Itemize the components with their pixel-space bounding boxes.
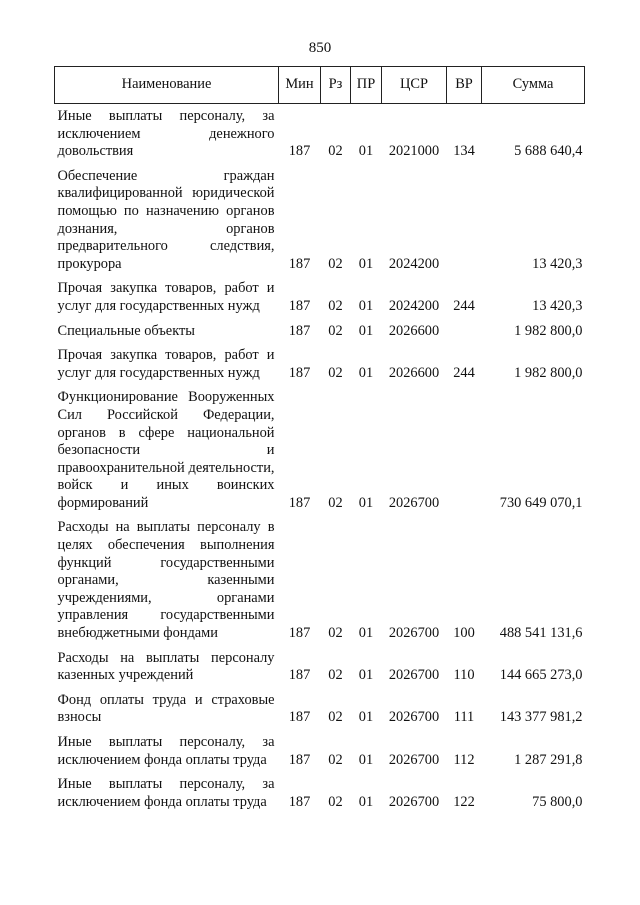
row-rz: 02	[328, 255, 343, 272]
row-min: 187	[288, 625, 311, 642]
row-csr: 2026700	[388, 494, 440, 511]
row-csr: 2026700	[388, 793, 440, 810]
row-pr: 01	[358, 625, 374, 642]
row-csr: 2024200	[388, 255, 440, 272]
row-sum: 75 800,0	[532, 793, 583, 810]
row-min: 187	[288, 364, 311, 381]
row-sum: 1 287 291,8	[514, 751, 583, 768]
table-row	[55, 104, 585, 165]
row-vr	[447, 386, 482, 516]
row-name: Расходы на выплаты персоналу в целях обеспечения выполнения функций государственными органами, казенными учреждениями, органами управления государственными внебюджетными фондами	[57, 519, 275, 642]
column-header-name: Наименование	[55, 67, 279, 104]
row-vr: 112	[453, 751, 475, 768]
row-name: Прочая закупка товаров, работ и услуг для государственных нужд	[57, 347, 275, 381]
table-header-row	[55, 67, 585, 104]
row-name: Функционирование Вооруженных Сил Российской Федерации, органов в сфере национальной безопасности и правоохранительной деятельности, войск и иных воинских формирований	[57, 389, 275, 511]
row-name: Иные выплаты персоналу, за исключением фонда оплаты труда	[57, 776, 275, 810]
row-sum: 13 420,3	[532, 297, 583, 314]
row-csr: 2026600	[388, 322, 440, 339]
row-sum: 5 688 640,4	[514, 143, 583, 160]
row-rz: 02	[328, 494, 343, 511]
row-pr: 01	[358, 322, 374, 339]
column-header-sum: Сумма	[482, 67, 585, 104]
row-pr: 01	[358, 143, 374, 160]
row-min: 187	[288, 494, 311, 511]
budget-table	[54, 66, 585, 815]
row-min: 187	[288, 793, 311, 810]
row-pr: 01	[358, 667, 374, 684]
row-pr: 01	[358, 255, 374, 272]
row-min: 187	[288, 751, 311, 768]
table-row	[55, 165, 585, 278]
row-rz: 02	[328, 793, 343, 810]
table-row	[55, 320, 585, 345]
row-csr: 2026700	[388, 625, 440, 642]
row-sum: 1 982 800,0	[514, 364, 583, 381]
table-row	[55, 344, 585, 386]
row-pr: 01	[358, 494, 374, 511]
row-rz: 02	[328, 667, 343, 684]
table-row	[55, 731, 585, 773]
column-header-pr: ПР	[351, 67, 382, 104]
row-sum: 13 420,3	[532, 255, 583, 272]
row-sum: 1 982 800,0	[514, 322, 583, 339]
row-name: Иные выплаты персоналу, за исключением денежного довольствия	[57, 108, 275, 160]
column-header-min: Мин	[279, 67, 321, 104]
column-header-vr: ВР	[447, 67, 482, 104]
row-csr: 2026600	[388, 364, 440, 381]
row-vr: 134	[453, 143, 475, 160]
row-csr: 2024200	[388, 297, 440, 314]
table-row	[55, 689, 585, 731]
row-rz: 02	[328, 297, 343, 314]
row-name: Расходы на выплаты персоналу казенных учреждений	[57, 649, 275, 684]
row-rz: 02	[328, 625, 343, 642]
row-rz: 02	[328, 322, 343, 339]
row-sum: 144 665 273,0	[499, 667, 583, 684]
row-sum: 488 541 131,6	[499, 625, 583, 642]
table-row	[55, 647, 585, 689]
row-vr: 110	[453, 667, 475, 684]
table-row	[55, 277, 585, 319]
table-body	[55, 104, 585, 816]
row-rz: 02	[328, 709, 343, 726]
row-pr: 01	[358, 793, 374, 810]
page-number: 850	[308, 40, 332, 56]
row-min: 187	[288, 709, 311, 726]
row-name: Иные выплаты персоналу, за исключением фонда оплаты труда	[57, 734, 275, 768]
column-header-rz: Рз	[321, 67, 351, 104]
row-min: 187	[288, 143, 311, 160]
table-row	[55, 386, 585, 516]
column-header-csr: ЦСР	[382, 67, 447, 104]
row-pr: 01	[358, 297, 374, 314]
row-min: 187	[288, 297, 311, 314]
row-min: 187	[288, 667, 311, 684]
row-name: Специальные объекты	[57, 322, 195, 339]
row-vr: 111	[453, 709, 475, 726]
row-rz: 02	[328, 143, 343, 160]
row-csr: 2026700	[388, 709, 440, 726]
row-name: Прочая закупка товаров, работ и услуг для государственных нужд	[57, 280, 275, 314]
row-vr: 100	[453, 625, 475, 642]
row-min: 187	[288, 255, 311, 272]
table-row	[55, 773, 585, 815]
row-vr: 244	[453, 364, 475, 381]
row-vr: 244	[453, 297, 475, 314]
row-pr: 01	[358, 709, 374, 726]
row-name: Обеспечение граждан квалифицированной юридической помощью по назначению органов дознания, органов предварительного следствия, прокурора	[57, 167, 275, 272]
row-vr	[447, 320, 482, 345]
table-row	[55, 516, 585, 646]
row-pr: 01	[358, 364, 374, 381]
row-csr: 2021000	[388, 143, 440, 160]
row-sum: 143 377 981,2	[499, 709, 583, 726]
row-rz: 02	[328, 364, 343, 381]
row-sum: 730 649 070,1	[499, 494, 583, 511]
row-csr: 2026700	[388, 751, 440, 768]
row-rz: 02	[328, 751, 343, 768]
row-vr: 122	[453, 793, 475, 810]
row-min: 187	[288, 322, 311, 339]
row-name: Фонд оплаты труда и страховые взносы	[57, 691, 275, 726]
row-vr	[447, 165, 482, 278]
row-csr: 2026700	[388, 667, 440, 684]
row-pr: 01	[358, 751, 374, 768]
